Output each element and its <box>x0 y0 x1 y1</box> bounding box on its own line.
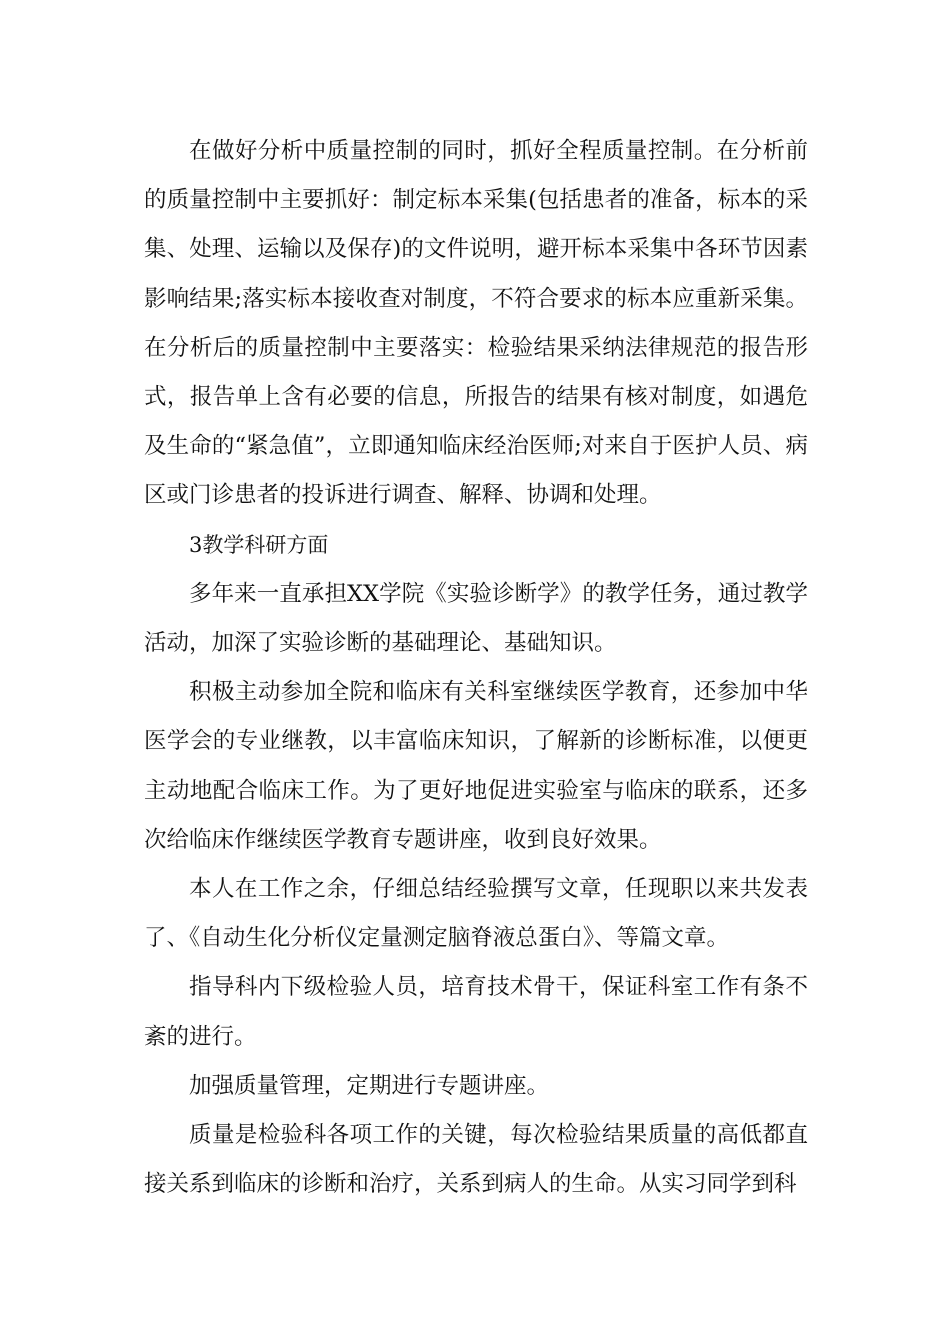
paragraph-publications: 本人在工作之余，仔细总结经验撰写文章，任现职以来共发表了、《自动生化分析仪定量测定脑脊液总蛋白》、等篇文章。 <box>144 876 808 952</box>
paragraph-quality-management: 加强质量管理，定期进行专题讲座。 <box>189 1072 550 1099</box>
paragraph-quality-control: 在做好分析中质量控制的同时，抓好全程质量控制。在分析前的质量控制中主要抓好：制定标本采集(包括患者的准备，标本的采集、处理、运输以及保存)的文件说明，避开标本采集中各环节因素影响结果;落实标本接收查对制度，不符合要求的标本应重新采集。在分析后的质量控制中主要落实：检验结果采纳法律规范的报告形式，报告单上含有必要的信息，所报告的结果有核对制度，如遇危及生命的“紧急值”，立即通知临床经治医师;对来自于医护人员、病区或门诊患者的投诉进行调查、解释、协调和处理。 <box>144 138 808 509</box>
section-heading-teaching-research: 3教学科研方面 <box>189 532 329 557</box>
document-body <box>144 127 808 1209</box>
paragraph-continuing-education: 积极主动参加全院和临床有关科室继续医学教育，还参加中华医学会的专业继教，以丰富临床知识，了解新的诊断标准，以便更主动地配合临床工作。为了更好地促进实验室与临床的联系，还多次给临床作继续医学教育专题讲座，收到良好效果。 <box>144 679 808 853</box>
paragraph-guidance: 指导科内下级检验人员，培育技术骨干，保证科室工作有条不紊的进行。 <box>144 974 808 1050</box>
paragraph-quality-key: 质量是检验科各项工作的关键，每次检验结果质量的高低都直接关系到临床的诊断和治疗，关系到病人的生命。从实习同学到科 <box>144 1122 808 1198</box>
paragraph-teaching: 多年来一直承担XX学院《实验诊断学》的教学任务，通过教学活动，加深了实验诊断的基础理论、基础知识。 <box>144 580 808 657</box>
